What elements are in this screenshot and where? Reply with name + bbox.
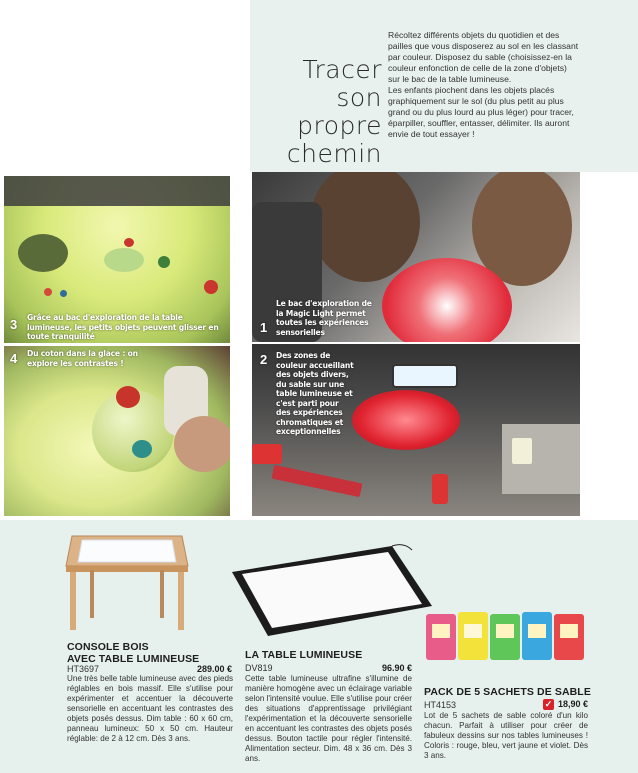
product-price: 96.90 € — [381, 663, 412, 673]
product-ref: DV819 — [245, 663, 273, 673]
product-ref: HT3697 — [67, 664, 100, 674]
product-description: Une très belle table lumineuse avec des pieds réglables en bois massif. Elle s'utilise pour expérimenter et accentuer la découverte sensorielle en accentuant les contrastes des objets posés dessus. Dim table : 60 x 60 cm, panneau lumineux: 50 x 50 cm. Hauteur réglable: de 2 à 12 cm. Dès 3 ans. — [67, 674, 233, 743]
photo-number: 1 — [260, 320, 268, 335]
product-description: Cette table lumineuse ultrafine s'illumine de manière homogène avec un éclairage variable selon l'intensité voulue. Elle s'utilise pour créer des situations d'apprentissage privilégiant l'expérimentation et la découverte sensorielle en accentuant les contrastes des objets posés dessus. Bouton tactile pour régler l'intensité. Alimentation secteur. Dim. 48 x 36 cm. Dès 3 ans. — [245, 674, 412, 763]
console-table-image — [60, 526, 194, 636]
photo-number: 2 — [260, 352, 268, 367]
intro-title-line: Tracer — [302, 55, 382, 84]
photo-caption: Grâce au bac d'exploration de la table lumineuse, les petits objets peuvent glisser en toute tranquilité — [27, 313, 219, 341]
product-name-line: AVEC TABLE LUMINEUSE — [67, 652, 200, 665]
product-description: Lot de 5 sachets de sable coloré d'un kilo chacun. Parfait à utiliser pour créer de fabuleux dessins sur nos tables lumineuses ! Coloris : rouge, bleu, vert jaune et violet. Dès 3 ans. — [424, 711, 588, 760]
new-badge-icon: ✓ — [544, 699, 553, 710]
product-name-line: CONSOLE BOIS — [67, 641, 149, 653]
photo-number: 3 — [10, 317, 18, 332]
intro-text — [388, 30, 580, 140]
intro-title-line: chemin — [286, 139, 382, 168]
photo-caption: Du coton dans la glace : on explore les contrastes ! — [27, 349, 138, 368]
photo-caption: Des zones de couleur accueillant des objets divers, du sable sur une table lumineuse et c'est parti pour des expériences chromatiques et exceptionnelles — [276, 351, 354, 436]
intro-title-line: son propre — [297, 83, 382, 140]
product-name: LA TABLE LUMINEUSE — [245, 649, 363, 661]
intro-paragraph: Récoltez différents objets du quotidien et des pailles que vous disposerez au sol en les classant par couleur. Disposez du sable (choisissez-en la couleur enfonction de celle de la zone d'objets) sur le bac de la table lumineuse. — [388, 30, 579, 84]
photo-cotton-ice — [4, 346, 230, 516]
light-tablet-image — [228, 540, 438, 644]
product-price-row — [520, 699, 588, 710]
product-name — [67, 642, 199, 665]
product-name: PACK DE 5 SACHETS DE SABLE — [424, 686, 591, 698]
intro-paragraph: Les enfants piochent dans les objets placés graphiquement sur le sol (du plus petit au plus grand ou du plus lourd au plus léger) pour tracer, éparpiller, souffler, entasser, délimiter. Ils auront envie de tout essayer ! — [388, 85, 574, 139]
intro-title — [256, 56, 382, 168]
product-price: 289.00 € — [196, 664, 232, 674]
product-ref: HT4153 — [424, 700, 457, 710]
photo-caption: Le bac d'exploration de la Magic Light permet toutes les expériences sensorielles — [276, 299, 372, 337]
photo-number: 4 — [10, 351, 18, 366]
sand-sachets-image — [426, 612, 590, 662]
product-price: 18,90 € — [557, 699, 588, 709]
